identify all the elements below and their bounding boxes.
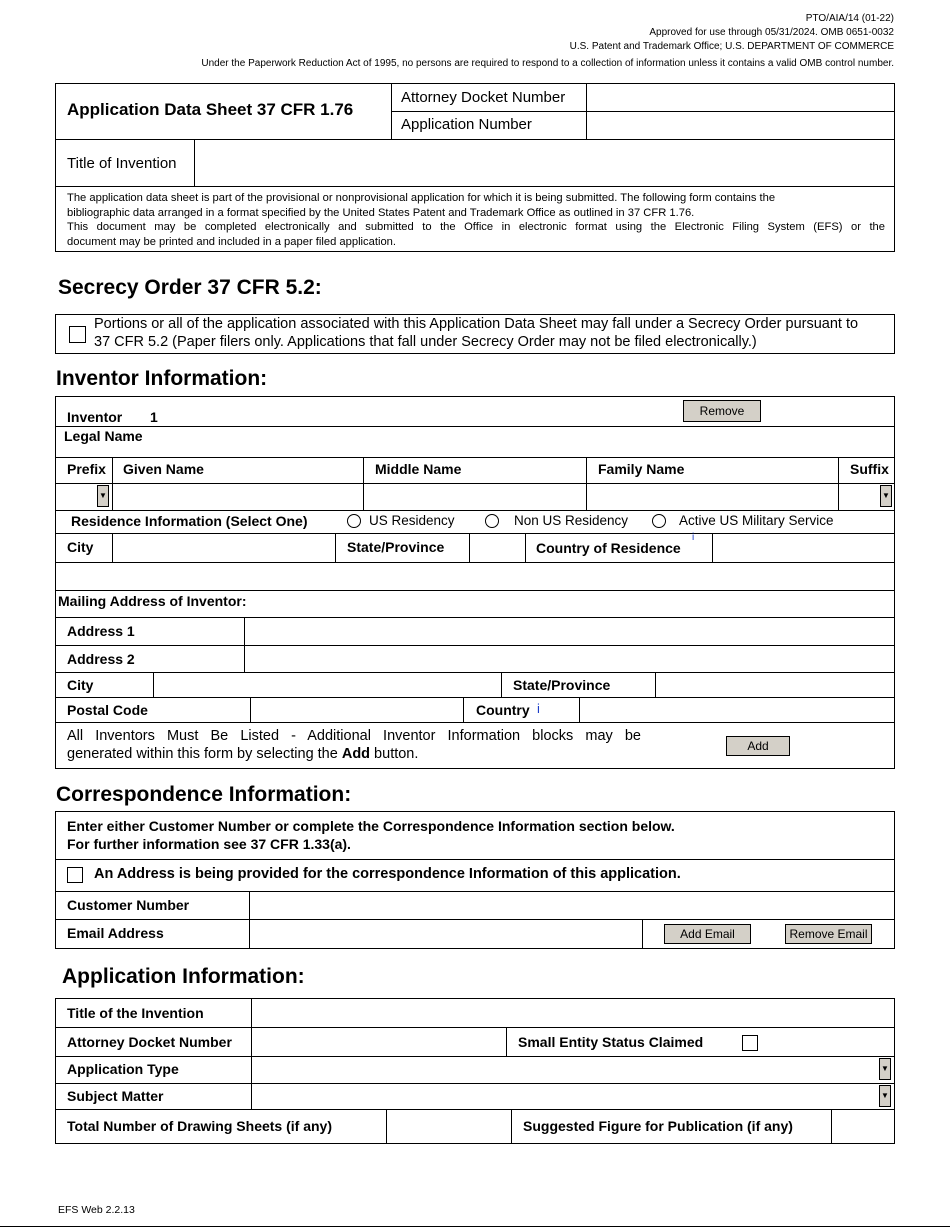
ads-title: Application Data Sheet 37 CFR 1.76 xyxy=(67,100,354,119)
application-number-field[interactable] xyxy=(587,112,894,139)
military-label: Active US Military Service xyxy=(679,513,834,528)
mailing-state-field[interactable] xyxy=(656,673,894,697)
approval-line: Approved for use through 05/31/2024. OMB 0651-0032 xyxy=(649,27,894,38)
given-name-label: Given Name xyxy=(123,461,204,477)
efs-version: EFS Web 2.2.13 xyxy=(58,1204,135,1216)
suggested-figure-field[interactable] xyxy=(832,1110,894,1144)
office-line: U.S. Patent and Trademark Office; U.S. DEPARTMENT OF COMMERCE xyxy=(569,41,894,52)
title-of-invention-label: Title of Invention xyxy=(67,155,177,172)
postal-code-label: Postal Code xyxy=(67,702,148,718)
family-name-label: Family Name xyxy=(598,461,685,477)
application-type-label: Application Type xyxy=(67,1061,179,1077)
drawing-sheets-label: Total Number of Drawing Sheets (if any) xyxy=(67,1118,332,1134)
address-2-field[interactable] xyxy=(245,646,894,672)
address-1-label: Address 1 xyxy=(67,623,135,639)
remove-email-button[interactable]: Remove Email xyxy=(785,924,872,944)
secrecy-text-1: Portions or all of the application associated with this Application Data Sheet may fall under a Secrecy Order pursuant to xyxy=(94,316,859,332)
address-2-label: Address 2 xyxy=(67,651,135,667)
drawing-sheets-field[interactable] xyxy=(387,1110,511,1144)
country-of-residence-label: Country of Residence xyxy=(536,540,681,556)
app-attorney-docket-label: Attorney Docket Number xyxy=(67,1034,232,1050)
correspondence-instruction-2: For further information see 37 CFR 1.33(a). xyxy=(67,836,351,852)
mailing-country-field[interactable] xyxy=(580,698,894,722)
form-id: PTO/AIA/14 (01-22) xyxy=(805,13,894,24)
all-inventors-note: All Inventors Must Be Listed - Additional Inventor Information blocks may be generated within this form by selecting the Add button. xyxy=(67,728,641,762)
correspondence-instruction-1: Enter either Customer Number or complete the Correspondence Information section below. xyxy=(67,818,675,834)
application-heading: Application Information: xyxy=(62,965,305,988)
middle-name-field[interactable] xyxy=(364,484,586,510)
military-radio[interactable] xyxy=(652,514,666,528)
suffix-dropdown-icon[interactable]: ▼ xyxy=(880,485,892,507)
residence-city-field[interactable] xyxy=(113,534,335,562)
app-title-field[interactable] xyxy=(252,999,894,1027)
application-type-dropdown-icon[interactable]: ▼ xyxy=(879,1058,891,1080)
state-province-label: State/Province xyxy=(347,539,445,555)
us-residency-label: US Residency xyxy=(369,513,455,528)
mailing-city-field[interactable] xyxy=(154,673,501,697)
attorney-docket-label: Attorney Docket Number xyxy=(401,89,566,106)
small-entity-checkbox[interactable] xyxy=(742,1035,758,1051)
city-label: City xyxy=(67,539,94,555)
secrecy-text-2: 37 CFR 5.2 (Paper filers only. Applications that fall under Secrecy Order may not be filed electronically.) xyxy=(94,334,757,350)
family-name-field[interactable] xyxy=(587,484,838,510)
suggested-figure-label: Suggested Figure for Publication (if any) xyxy=(523,1118,793,1134)
subject-matter-select[interactable] xyxy=(252,1084,894,1109)
given-name-field[interactable] xyxy=(113,484,363,510)
subject-matter-dropdown-icon[interactable]: ▼ xyxy=(879,1085,891,1107)
mailing-address-heading: Mailing Address of Inventor: xyxy=(58,593,247,609)
residence-label: Residence Information (Select One) xyxy=(71,513,308,529)
inventor-heading: Inventor Information: xyxy=(56,367,268,390)
secrecy-heading: Secrecy Order 37 CFR 5.2: xyxy=(58,276,322,299)
email-address-label: Email Address xyxy=(67,925,164,941)
inventor-number: 1 xyxy=(150,409,158,425)
address-provided-label: An Address is being provided for the correspondence Information of this application. xyxy=(94,866,681,882)
customer-number-field[interactable] xyxy=(250,892,894,919)
attorney-docket-field[interactable] xyxy=(587,84,894,111)
info-icon[interactable]: i xyxy=(692,532,695,543)
correspondence-heading: Correspondence Information: xyxy=(56,783,352,806)
footer-rule xyxy=(0,1226,950,1227)
ads-notice: The application data sheet is part of the provisional or nonprovisional application for which it is being submitted. The following form contains the bibliographic data arranged in a format specified by the United States Patent and Trademark Office as outlined in 37 CFR 1.76. This document may be completed electronically and submitted to the Office in electronic format using the Electronic Filing System (EFS) or the document may be printed and included in a paper filed application. xyxy=(67,192,885,248)
inventor-label: Inventor xyxy=(67,409,123,425)
country-of-residence-field[interactable] xyxy=(713,534,894,562)
application-type-select[interactable] xyxy=(252,1057,894,1083)
app-attorney-docket-field[interactable] xyxy=(252,1028,506,1056)
postal-code-field[interactable] xyxy=(251,698,463,722)
mailing-city-label: City xyxy=(67,677,94,693)
address-provided-checkbox[interactable] xyxy=(67,867,83,883)
subject-matter-label: Subject Matter xyxy=(67,1088,164,1104)
residence-state-field[interactable] xyxy=(470,534,525,562)
suffix-label: Suffix xyxy=(850,461,889,477)
secrecy-checkbox[interactable] xyxy=(69,326,86,343)
customer-number-label: Customer Number xyxy=(67,897,190,913)
prefix-dropdown-icon[interactable]: ▼ xyxy=(97,485,109,507)
paperwork-notice: Under the Paperwork Reduction Act of 1995, no persons are required to respond to a collection of information unless it contains a valid OMB control number. xyxy=(201,58,894,69)
title-of-invention-field[interactable] xyxy=(195,140,894,186)
non-us-residency-label: Non US Residency xyxy=(514,513,629,528)
country-label: Country xyxy=(476,702,530,718)
small-entity-label: Small Entity Status Claimed xyxy=(518,1034,704,1050)
address-1-field[interactable] xyxy=(245,618,894,645)
legal-name-label: Legal Name xyxy=(64,428,143,444)
add-email-button[interactable]: Add Email xyxy=(664,924,751,944)
app-title-label: Title of the Invention xyxy=(67,1005,204,1021)
mailing-state-label: State/Province xyxy=(513,677,611,693)
remove-inventor-button[interactable]: Remove xyxy=(683,400,761,422)
middle-name-label: Middle Name xyxy=(375,461,462,477)
country-info-icon[interactable]: i xyxy=(537,701,540,716)
us-residency-radio[interactable] xyxy=(347,514,361,528)
non-us-residency-radio[interactable] xyxy=(485,514,499,528)
add-inventor-button[interactable]: Add xyxy=(726,736,790,756)
prefix-label: Prefix xyxy=(67,461,106,477)
application-number-label: Application Number xyxy=(401,116,532,133)
email-address-field[interactable] xyxy=(250,920,642,948)
